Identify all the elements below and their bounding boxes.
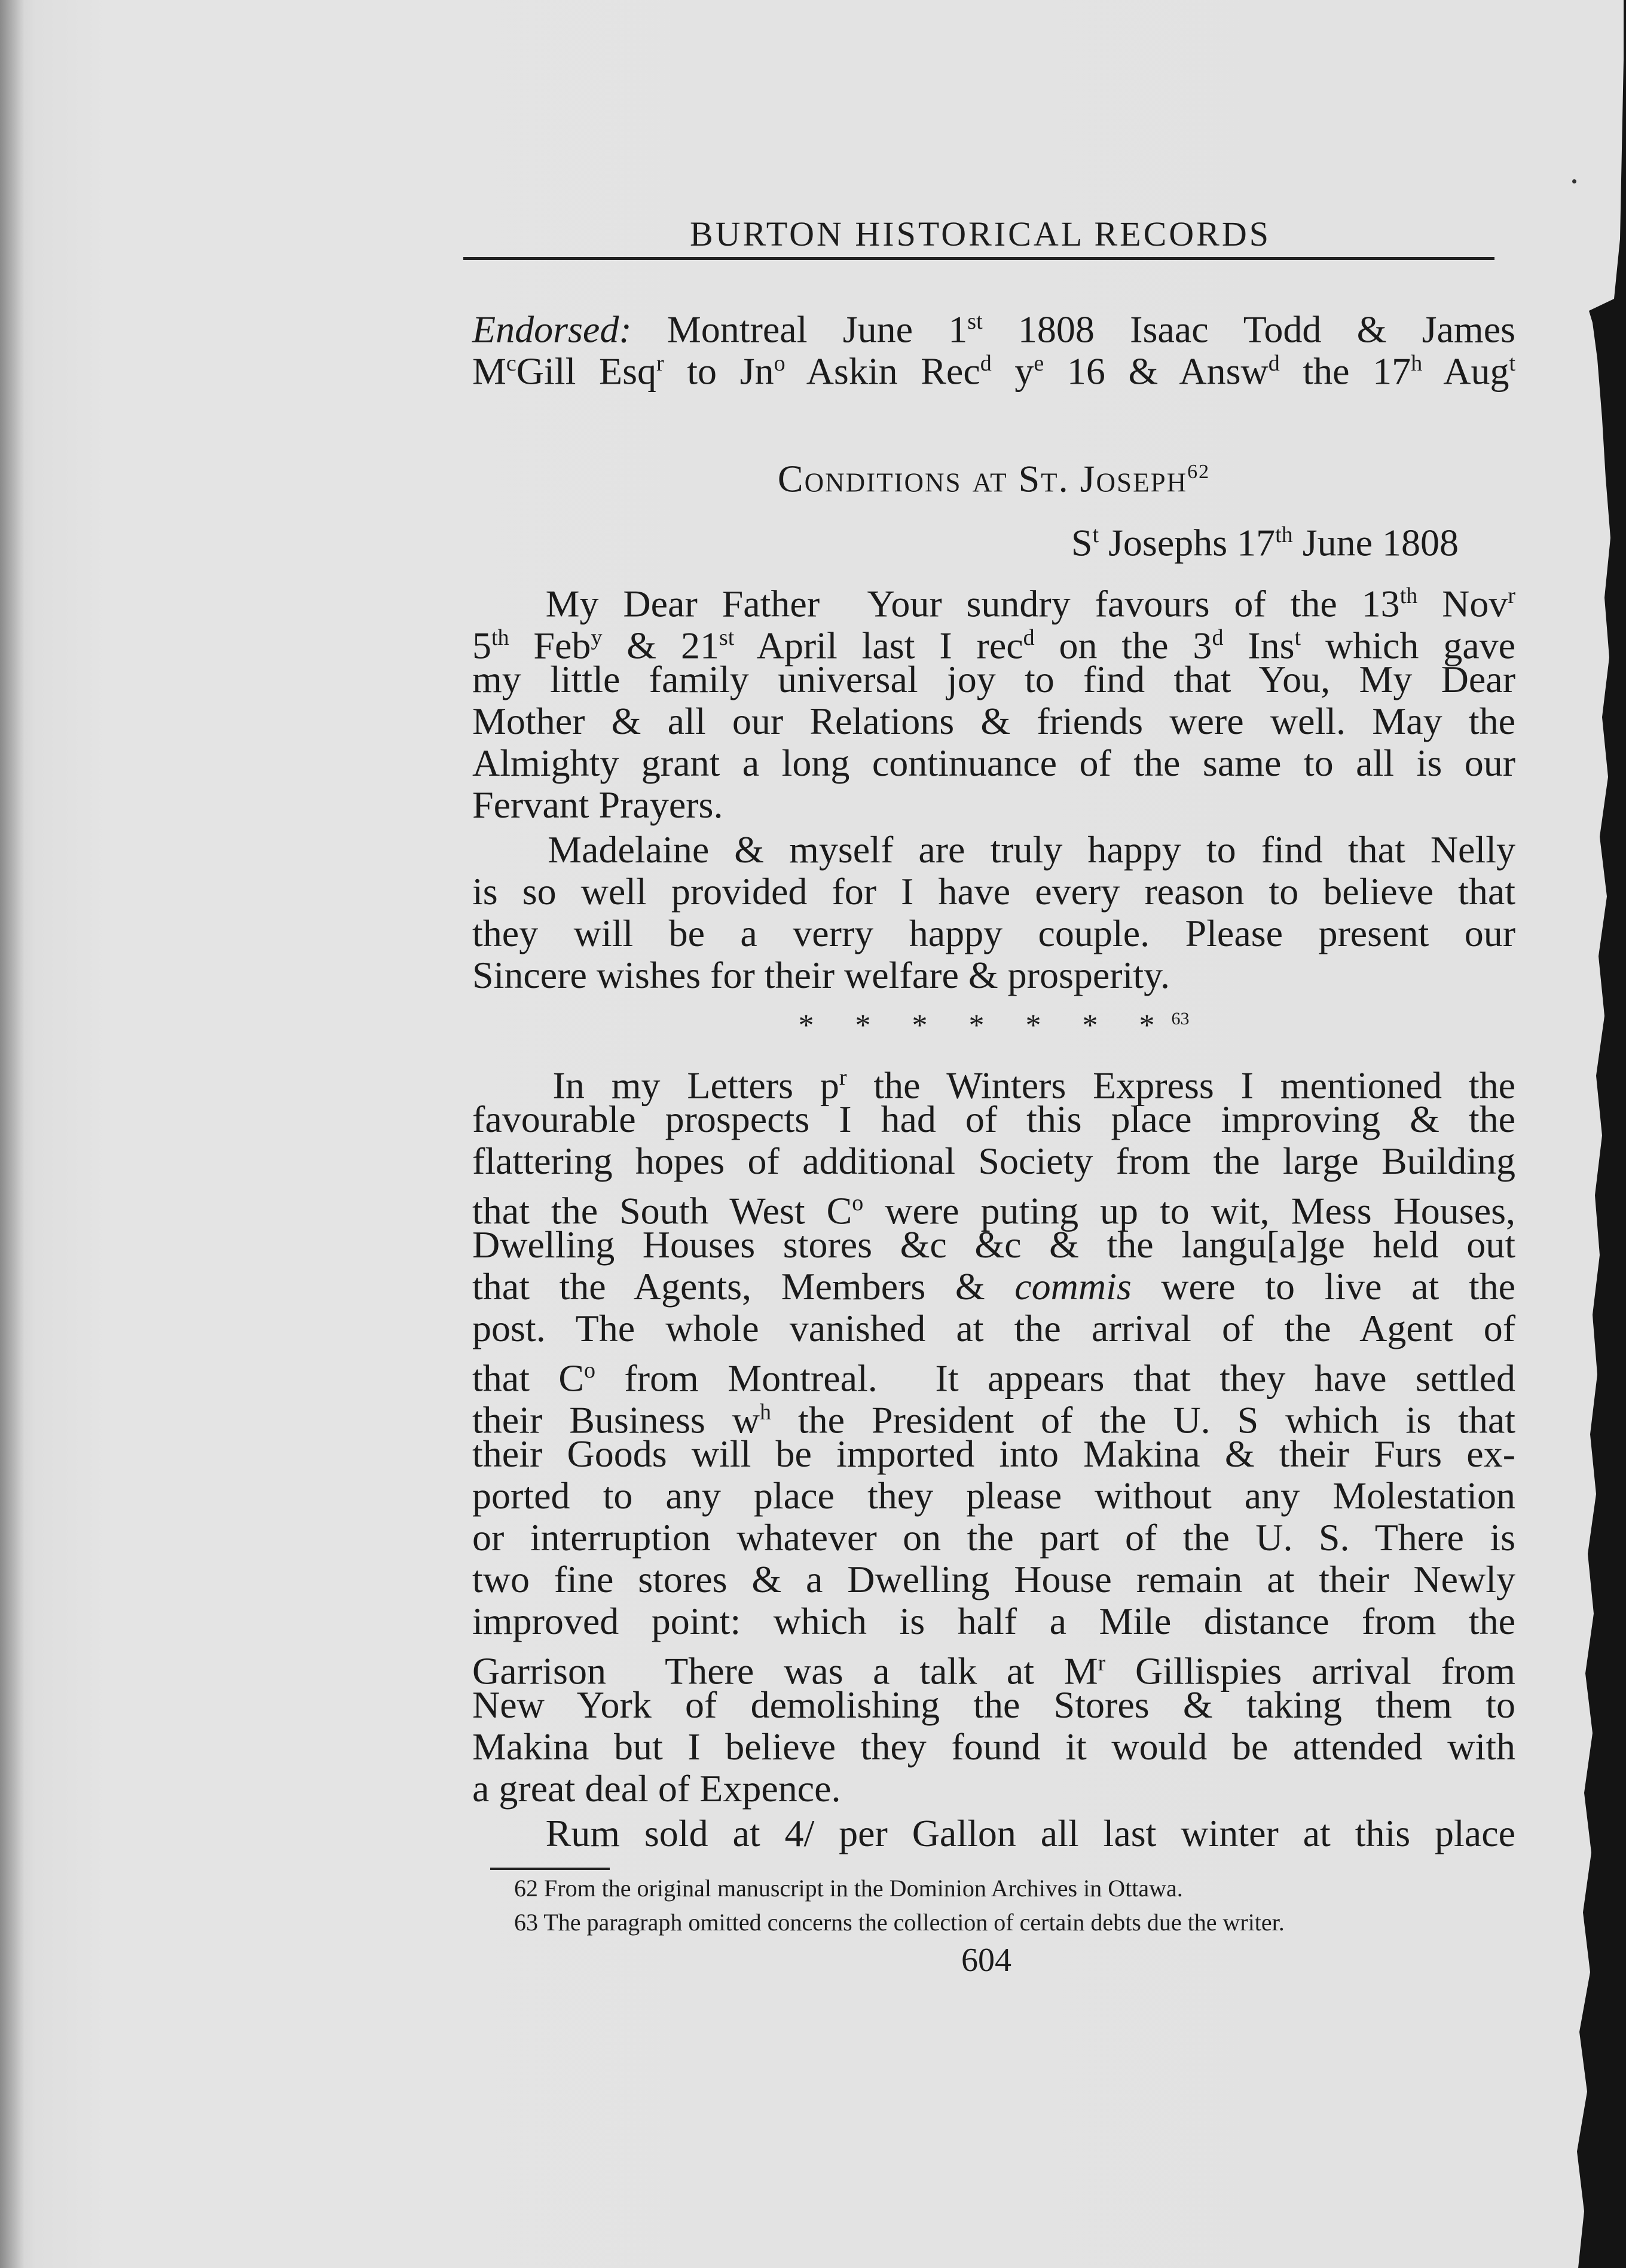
p2-line-2: is so well provided for I have every reason to believe that	[472, 870, 1515, 913]
page-number: 604	[961, 1942, 1011, 1979]
p3-line-7: post. The whole vanished at the arrival of the Agent of	[472, 1307, 1515, 1349]
p3-line-13: two fine stores & a Dwelling House remain at their Newly	[472, 1558, 1515, 1600]
p3-line-11: ported to any place they please without any Molestation	[472, 1474, 1515, 1517]
p1-line-1: My Dear Father Your sundry favours of the 13th Nov$^r$	[472, 582, 1516, 625]
p1-line-3: my little family universal joy to find that You, My Dear	[472, 658, 1515, 700]
p3-line-4: that the South West $C^o$ were puting up to wit, Mess Houses,	[472, 1189, 1516, 1232]
p3-line-14: improved point: which is half a Mile distance from the	[472, 1600, 1515, 1642]
p3-line-2: favourable prospects I had of this place improving & the	[472, 1098, 1515, 1140]
footnote-63: 63 The paragraph omitted concerns the collection of certain debts due the writer.	[514, 1909, 1285, 1936]
p2-line-3: they will be a verry happy couple. Please present our	[472, 912, 1515, 954]
p4-line-1	[472, 1810, 1515, 1857]
section-heading: Conditions at St. Joseph$^{62}$	[777, 457, 1211, 500]
p3-line-16: New York of demolishing the Stores & taking them to	[472, 1684, 1515, 1726]
p3-line-17: Makina but I believe they found it would be attended with	[472, 1725, 1515, 1768]
p2-line-4: Sincere wishes for their welfare & prosperity.	[472, 954, 1170, 996]
header-rule	[463, 257, 1494, 260]
p3-line-10: their Goods will be imported into Makina & their Furs ex-	[472, 1433, 1515, 1475]
p3-line-1: In my Letters $p^r$ the Winters Express I mentioned the	[472, 1064, 1515, 1107]
p3-line-3: flattering hopes of additional Society from the large Building	[472, 1140, 1515, 1182]
p1-line-6: Fervant Prayers.	[472, 783, 723, 826]
endorsement-line-2: $M^cGill$ Esq$^r$ to Jn$^o$ Askin Rec$^d$ $y^e$ 16 & Answ$^d$ the 17$^h$ Aug$^t$	[472, 350, 1516, 393]
p3-line-9: their Business $w^h$ the President of the U. S which is that	[472, 1398, 1516, 1441]
p3-line-15: Garrison There was a talk at $M^r$ Gillispies arrival from	[472, 1649, 1516, 1692]
p3-line-5: Dwelling Houses stores &c &c & the langu[a]ge held out	[472, 1223, 1515, 1266]
p1-line-4: Mother & all our Relations & friends were well. May the	[472, 700, 1515, 742]
p3-line-8: that $C^o$ from Montreal. It appears that they have settled	[472, 1357, 1516, 1400]
footnote-rule	[490, 1868, 610, 1870]
p4-line-1-text: Rum sold at 4/ per Gallon all last winter at this place	[545, 1812, 1516, 1854]
running-title: BURTON HISTORICAL RECORDS	[689, 215, 1271, 253]
p3-line-18: a great deal of Expence.	[472, 1767, 841, 1810]
p2-line-1	[472, 826, 1515, 874]
p3-line-12: or interruption whatever on the part of the U. S. There is	[472, 1516, 1515, 1559]
p3-line-6: that the Agents, Members & commis were to live at the	[472, 1265, 1515, 1308]
p1-line-2: 5th Feb$^y$ & 21st April last I rec$^d$ on the 3$^d$ Ins$^t$ which gave	[472, 624, 1516, 667]
paper-speck	[1572, 179, 1576, 183]
dateline: $S^t$ Josephs 17th June 1808	[1071, 521, 1459, 564]
footnote-62: 62 From the original manuscript in the Dominion Archives in Ottawa.	[514, 1875, 1183, 1902]
p2-line-1-text: Madelaine & myself are truly happy to find that Nelly	[548, 828, 1515, 871]
omission-asterisks: * * * * * * *$^{63}$	[798, 1008, 1190, 1043]
endorsement-line-1: Endorsed: Montreal June 1st 1808 Isaac Todd & James	[472, 308, 1516, 351]
p1-line-5: Almighty grant a long continuance of the same to all is our	[472, 742, 1515, 784]
